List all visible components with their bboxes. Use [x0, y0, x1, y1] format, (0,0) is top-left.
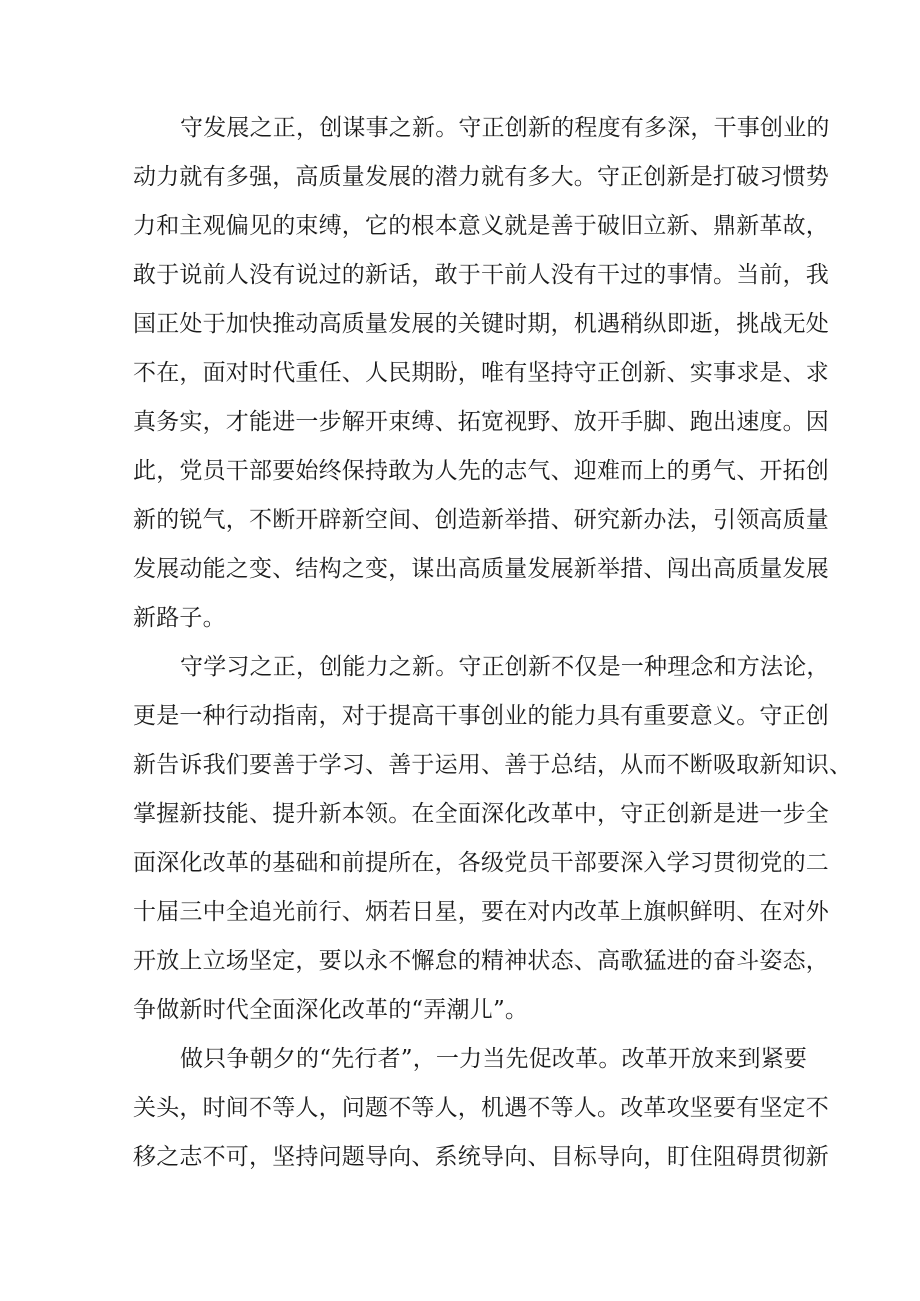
paragraph-1-line-2: 动力就有多强，高质量发展的潜力就有多大。守正创新是打破习惯势	[133, 164, 829, 190]
paragraph-2-line-1: 守学习之正，创能力之新。守正创新不仅是一种理念和方法论，	[180, 654, 830, 680]
paragraph-1-line-3: 力和主观偏见的束缚，它的根本意义就是善于破旧立新、鼎新革故，	[133, 213, 829, 239]
paragraph-2-line-3: 新告诉我们要善于学习、善于运用、善于总结，从而不断吸取新知识、	[133, 752, 853, 778]
paragraph-3-line-3: 移之志不可，坚持问题导向、系统导向、目标导向，盯住阻碍贯彻新	[133, 1144, 829, 1170]
paragraph-2-line-5: 面深化改革的基础和前提所在，各级党员干部要深入学习贯彻党的二	[133, 850, 829, 876]
paragraph-3-line-1: 做只争朝夕的“先行者”，一力当先促改革。改革开放来到紧要	[180, 1046, 808, 1072]
paragraph-1-line-8: 此，党员干部要始终保持敢为人先的志气、迎难而上的勇气、开拓创	[133, 458, 829, 484]
paragraph-1-line-4: 敢于说前人没有说过的新话，敢于干前人没有干过的事情。当前，我	[133, 262, 829, 288]
paragraph-2-line-8: 争做新时代全面深化改革的“弄潮儿”。	[133, 997, 529, 1023]
paragraph-1-line-1: 守发展之正，创谋事之新。守正创新的程度有多深，干事创业的	[180, 115, 830, 141]
paragraph-1-line-7: 真务实，才能进一步解开束缚、拓宽视野、放开手脚、跑出速度。因	[133, 409, 829, 435]
paragraph-3-line-2: 关头，时间不等人，问题不等人，机遇不等人。改革攻坚要有坚定不	[133, 1095, 829, 1121]
paragraph-1-line-5: 国正处于加快推动高质量发展的关键时期，机遇稍纵即逝，挑战无处	[133, 311, 829, 337]
paragraph-2-line-6: 十届三中全追光前行、炳若日星，要在对内改革上旗帜鲜明、在对外	[133, 899, 829, 925]
paragraph-1-line-10: 发展动能之变、结构之变，谋出高质量发展新举措、闯出高质量发展	[133, 556, 829, 582]
paragraph-2-line-2: 更是一种行动指南，对于提高干事创业的能力具有重要意义。守正创	[133, 703, 829, 729]
paragraph-2-line-4: 掌握新技能、提升新本领。在全面深化改革中，守正创新是进一步全	[133, 801, 829, 827]
paragraph-2-line-7: 开放上立场坚定，要以永不懈怠的精神状态、高歌猛进的奋斗姿态，	[133, 948, 829, 974]
paragraph-1-line-6: 不在，面对时代重任、人民期盼，唯有坚持守正创新、实事求是、求	[133, 360, 829, 386]
paragraph-1-line-11: 新路子。	[133, 605, 226, 631]
paragraph-1-line-9: 新的锐气，不断开辟新空间、创造新举措、研究新办法，引领高质量	[133, 507, 829, 533]
